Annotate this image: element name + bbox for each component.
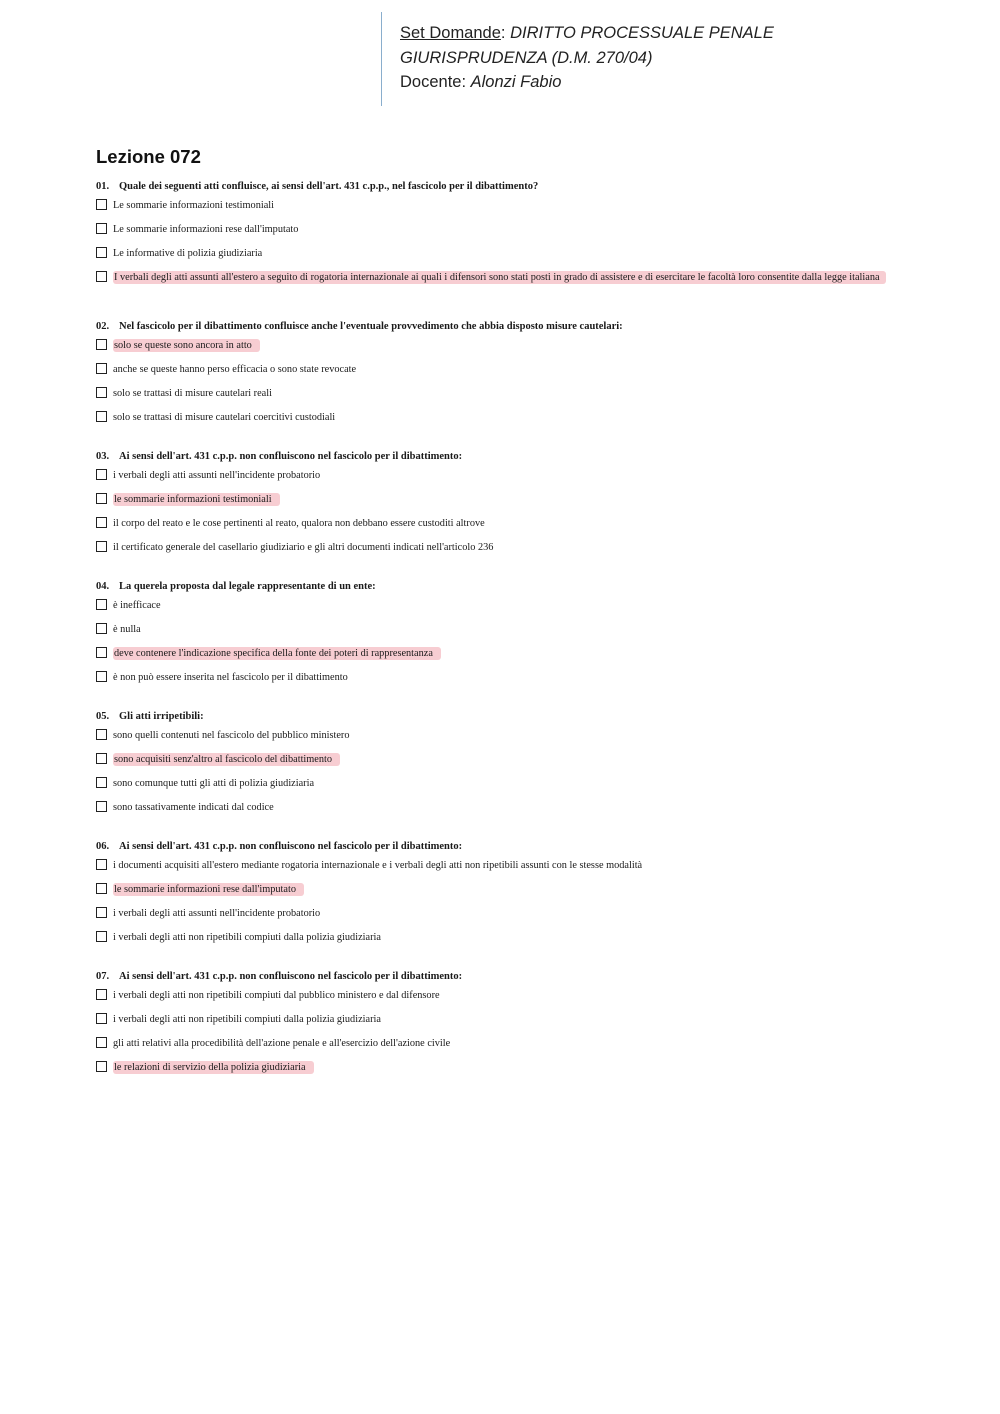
- question-text: [96, 580, 906, 594]
- checkbox[interactable]: [96, 1061, 107, 1072]
- question-list: [96, 180, 906, 1100]
- set-colon: :: [500, 24, 506, 42]
- checkbox[interactable]: [96, 199, 107, 210]
- answer-text: solo se trattasi di misure cautelari reali: [113, 388, 272, 399]
- checkbox[interactable]: [96, 777, 107, 788]
- question-5: [96, 710, 906, 825]
- answer-text: solo se queste sono ancora in atto: [113, 339, 260, 352]
- question-text: [96, 970, 906, 984]
- question-text: [96, 710, 906, 724]
- checkbox[interactable]: [96, 623, 107, 634]
- answer-option[interactable]: [96, 907, 906, 931]
- answer-option-highlighted[interactable]: [96, 271, 906, 305]
- answer-option[interactable]: [96, 223, 906, 247]
- question-body: Ai sensi dell'art. 431 c.p.p. non confluiscono nel fascicolo per il dibattimento:: [119, 451, 463, 462]
- answer-text: i verbali degli atti assunti nell'incidente probatorio: [113, 908, 321, 919]
- answer-text: gli atti relativi alla procedibilità dell'azione penale e all'esercizio dell'azione civile: [113, 1038, 451, 1049]
- question-number: 06.: [96, 841, 110, 852]
- checkbox[interactable]: [96, 599, 107, 610]
- answer-text: i verbali degli atti assunti nell'incidente probatorio: [113, 470, 321, 481]
- checkbox[interactable]: [96, 801, 107, 812]
- teacher-name: Alonzi Fabio: [470, 73, 562, 91]
- checkbox[interactable]: [96, 931, 107, 942]
- checkbox[interactable]: [96, 387, 107, 398]
- answer-option[interactable]: [96, 671, 906, 695]
- checkbox[interactable]: [96, 1013, 107, 1024]
- checkbox[interactable]: [96, 493, 107, 504]
- answer-option[interactable]: [96, 623, 906, 647]
- answer-option[interactable]: [96, 1013, 906, 1037]
- answer-text: anche se queste hanno perso efficacia o sono state revocate: [113, 364, 357, 375]
- answer-option[interactable]: [96, 247, 906, 271]
- question-6: [96, 840, 906, 955]
- checkbox[interactable]: [96, 363, 107, 374]
- question-body: Gli atti irripetibili:: [119, 711, 204, 722]
- checkbox[interactable]: [96, 541, 107, 552]
- answer-option-highlighted[interactable]: [96, 1061, 906, 1085]
- question-1: [96, 180, 906, 305]
- answer-option[interactable]: [96, 729, 906, 753]
- answer-option[interactable]: [96, 1037, 906, 1061]
- checkbox[interactable]: [96, 339, 107, 350]
- document-header: [381, 12, 941, 106]
- answer-text: le relazioni di servizio della polizia giudiziaria: [113, 1061, 314, 1074]
- answer-option-highlighted[interactable]: [96, 493, 906, 517]
- answer-text: sono acquisiti senz'altro al fascicolo del dibattimento: [113, 753, 340, 766]
- checkbox[interactable]: [96, 859, 107, 870]
- question-body: La querela proposta dal legale rappresentante di un ente:: [119, 581, 376, 592]
- question-body: Ai sensi dell'art. 431 c.p.p. non confluiscono nel fascicolo per il dibattimento:: [119, 841, 463, 852]
- answer-option[interactable]: [96, 387, 906, 411]
- answer-text: Le sommarie informazioni testimoniali: [113, 200, 274, 211]
- checkbox[interactable]: [96, 753, 107, 764]
- checkbox[interactable]: [96, 647, 107, 658]
- question-text: [96, 450, 906, 464]
- question-4: [96, 580, 906, 695]
- degree-name: GIURISPRUDENZA (D.M. 270/04): [400, 48, 653, 67]
- checkbox[interactable]: [96, 729, 107, 740]
- answer-option-highlighted[interactable]: [96, 753, 906, 777]
- answer-text: è non può essere inserita nel fascicolo per il dibattimento: [113, 672, 348, 683]
- checkbox[interactable]: [96, 1037, 107, 1048]
- set-line: [400, 21, 941, 46]
- answer-option[interactable]: [96, 989, 906, 1013]
- question-body: Nel fascicolo per il dibattimento confluisce anche l'eventuale provvedimento che abbia disposto misure cautelari:: [119, 321, 623, 332]
- answer-option[interactable]: [96, 469, 906, 493]
- teacher-label: Docente:: [400, 73, 467, 91]
- checkbox[interactable]: [96, 989, 107, 1000]
- answer-text: il corpo del reato e le cose pertinenti al reato, qualora non debbano essere custoditi altrove: [113, 518, 485, 529]
- checkbox[interactable]: [96, 247, 107, 258]
- answer-text: è inefficace: [113, 600, 161, 611]
- checkbox[interactable]: [96, 907, 107, 918]
- question-text: [96, 180, 906, 194]
- question-7: [96, 970, 906, 1085]
- answer-text: i verbali degli atti non ripetibili compiuti dalla polizia giudiziaria: [113, 1014, 381, 1025]
- question-text: [96, 320, 906, 334]
- checkbox[interactable]: [96, 517, 107, 528]
- checkbox[interactable]: [96, 411, 107, 422]
- question-number: 03.: [96, 451, 110, 462]
- question-body: Quale dei seguenti atti confluisce, ai sensi dell'art. 431 c.p.p., nel fascicolo per il dibattimento?: [119, 181, 539, 192]
- answer-text: è nulla: [113, 624, 141, 635]
- answer-option-highlighted[interactable]: [96, 339, 906, 363]
- answer-text: i verbali degli atti non ripetibili compiuti dalla polizia giudiziaria: [113, 932, 381, 943]
- answer-option[interactable]: [96, 599, 906, 623]
- question-text: [96, 840, 906, 854]
- answer-option[interactable]: [96, 363, 906, 387]
- answer-text: sono quelli contenuti nel fascicolo del pubblico ministero: [113, 730, 350, 741]
- question-number: 01.: [96, 181, 110, 192]
- checkbox[interactable]: [96, 671, 107, 682]
- checkbox[interactable]: [96, 883, 107, 894]
- question-3: [96, 450, 906, 565]
- answer-option[interactable]: [96, 541, 906, 565]
- answer-text: il certificato generale del casellario giudiziario e gli altri documenti indicati nell'articolo 236: [113, 542, 494, 553]
- answer-option[interactable]: [96, 199, 906, 223]
- answer-text: i verbali degli atti non ripetibili compiuti dal pubblico ministero e dal difensore: [113, 990, 440, 1001]
- answer-text: Le informative di polizia giudiziaria: [113, 248, 263, 259]
- set-label: Set Domande: [400, 24, 501, 42]
- checkbox[interactable]: [96, 271, 107, 282]
- answer-option-highlighted[interactable]: [96, 883, 906, 907]
- question-body: Ai sensi dell'art. 431 c.p.p. non confluiscono nel fascicolo per il dibattimento:: [119, 971, 463, 982]
- answer-text: solo se trattasi di misure cautelari coercitivi custodiali: [113, 412, 336, 423]
- answer-text: le sommarie informazioni rese dall'imputato: [113, 883, 304, 896]
- question-number: 04.: [96, 581, 110, 592]
- question-number: 07.: [96, 971, 110, 982]
- checkbox[interactable]: [96, 469, 107, 480]
- question-number: 05.: [96, 711, 110, 722]
- answer-text: i documenti acquisiti all'estero mediante rogatoria internazionale e i verbali degli atti non ripetibili assunti con le stesse modalità: [113, 860, 643, 871]
- answer-option[interactable]: [96, 777, 906, 801]
- answer-option[interactable]: [96, 931, 906, 955]
- teacher-line: [400, 70, 941, 95]
- answer-text: le sommarie informazioni testimoniali: [113, 493, 280, 506]
- answer-option-highlighted[interactable]: [96, 647, 906, 671]
- answer-text: I verbali degli atti assunti all'estero a seguito di rogatoria internazionale ai quali i difensori sono stati posti in grado di assistere e di esercitare le facoltà loro consentite dalla legge italiana: [113, 271, 886, 284]
- answer-text: sono comunque tutti gli atti di polizia giudiziaria: [113, 778, 315, 789]
- question-number: 02.: [96, 321, 110, 332]
- answer-option[interactable]: [96, 411, 906, 435]
- answer-text: deve contenere l'indicazione specifica della fonte dei poteri di rappresentanza: [113, 647, 441, 660]
- checkbox[interactable]: [96, 223, 107, 234]
- course-name: DIRITTO PROCESSUALE PENALE: [510, 24, 774, 42]
- answer-option[interactable]: [96, 859, 906, 883]
- answer-text: Le sommarie informazioni rese dall'imputato: [113, 224, 299, 235]
- lesson-title: Lezione 072: [96, 146, 201, 167]
- answer-text: sono tassativamente indicati dal codice: [113, 802, 274, 813]
- question-2: [96, 320, 906, 435]
- answer-option[interactable]: [96, 801, 906, 825]
- answer-option[interactable]: [96, 517, 906, 541]
